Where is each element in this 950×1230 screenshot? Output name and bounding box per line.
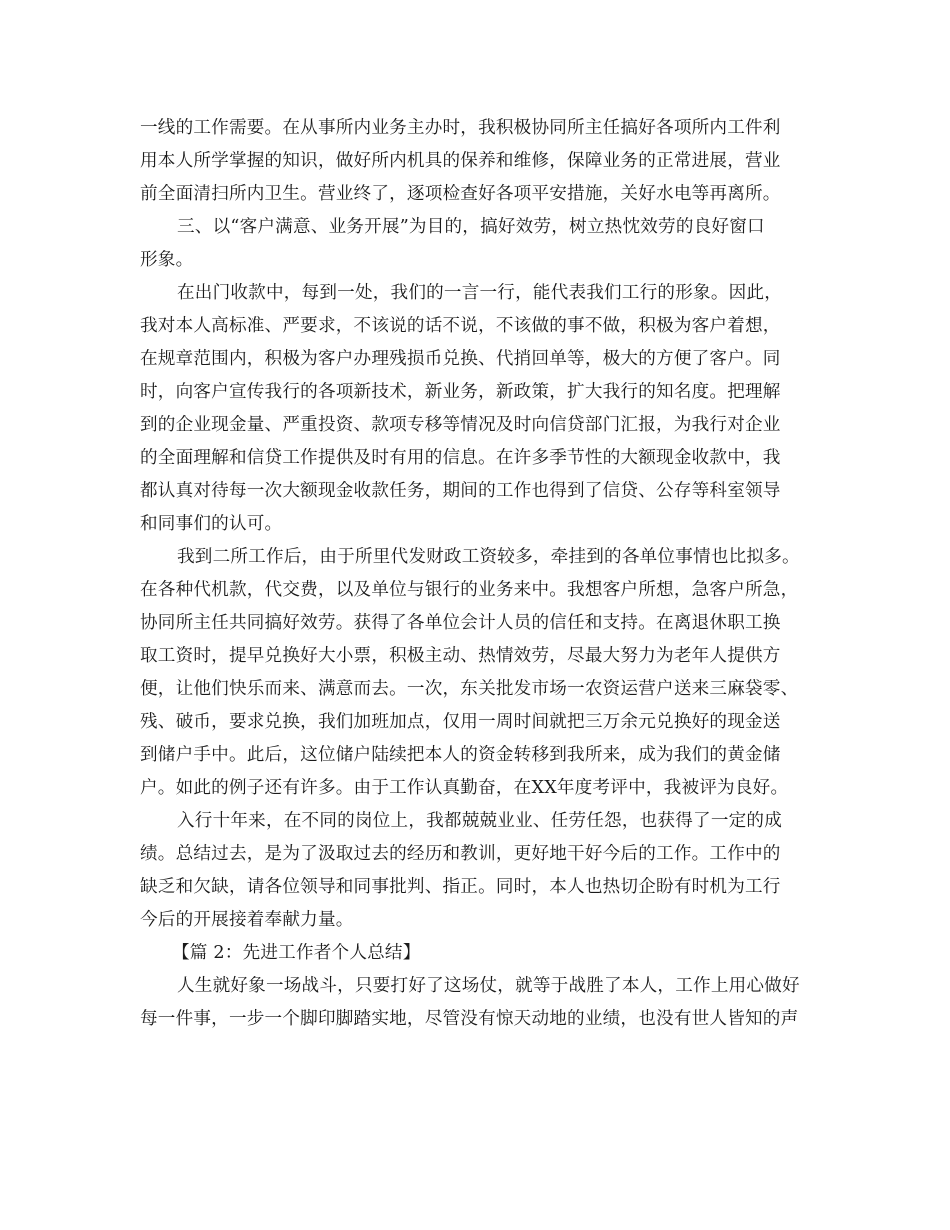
text-line: 三、以“客户满意、业务开展”为目的，搞好效劳，树立热忱效劳的良好窗口 xyxy=(177,217,765,237)
text-line: 到储户手中。此后，这位储户陆续把本人的资金转移到我所来，成为我们的黄金储 xyxy=(140,745,781,765)
text-line: 入行十年来，在不同的岗位上，我都兢兢业业、任劳任怨，也获得了一定的成 xyxy=(177,811,782,831)
text-line: 每一件事，一步一个脚印脚踏实地，尽管没有惊天动地的业绩，也没有世人皆知的声 xyxy=(140,1009,799,1029)
text-line: 在出门收款中，每到一处，我们的一言一行，能代表我们工行的形象。因此， xyxy=(177,283,782,303)
text-line: 用本人所学掌握的知识，做好所内机具的保养和维修，保障业务的正常进展，营业 xyxy=(140,151,781,171)
text-line: 人生就好象一场战斗，只要打好了这场仗，就等于战胜了本人，工作上用心做好 xyxy=(177,976,800,996)
section-heading: 【篇 2：先进工作者个人总结】 xyxy=(172,943,421,963)
text-line: 今后的开展接着奉献力量。 xyxy=(140,910,354,930)
text-line: 时，向客户宣传我行的各项新技术，新业务，新政策，扩大我行的知名度。把理解 xyxy=(140,382,781,402)
text-line: 绩。总结过去，是为了汲取过去的经历和教训，更好地干好今后的工作。工作中的 xyxy=(140,844,781,864)
text-line: 都认真对待每一次大额现金收款任务，期间的工作也得到了信贷、公存等科室领导 xyxy=(140,481,781,501)
text-line: 取工资时，提早兑换好大小票，积极主动、热情效劳，尽最大努力为老年人提供方 xyxy=(140,646,781,666)
text-line: 形象。 xyxy=(140,250,194,270)
text-line: 协同所主任共同搞好效劳。获得了各单位会计人员的信任和支持。在离退休职工换 xyxy=(140,613,781,633)
text-line: 便，让他们快乐而来、满意而去。一次，东关批发市场一农资运营户送来三麻袋零、 xyxy=(140,679,799,699)
text-line: 残、破币，要求兑换，我们加班加点，仅用一周时间就把三万余元兑换好的现金送 xyxy=(140,712,781,732)
text-line: 我对本人高标准、严要求，不该说的话不说，不该做的事不做，积极为客户着想， xyxy=(140,316,781,336)
text-line: 缺乏和欠缺，请各位领导和同事批判、指正。同时，本人也热切企盼有时机为工行 xyxy=(140,877,781,897)
text-line: 我到二所工作后，由于所里代发财政工资较多，牵挂到的各单位事情也比拟多。 xyxy=(177,547,800,567)
text-line: 户。如此的例子还有许多。由于工作认真勤奋，在XX年度考评中，我被评为良好。 xyxy=(140,778,789,798)
text-line: 的全面理解和信贷工作提供及时有用的信息。在许多季节性的大额现金收款中，我 xyxy=(140,448,781,468)
text-line: 和同事们的认可。 xyxy=(140,514,283,534)
text-line: 在规章范围内，积极为客户办理残损币兑换、代捎回单等，极大的方便了客户。同 xyxy=(140,349,781,369)
text-line: 到的企业现金量、严重投资、款项专移等情况及时向信贷部门汇报，为我行对企业 xyxy=(140,415,781,435)
text-line: 在各种代机款，代交费，以及单位与银行的业务来中。我想客户所想，急客户所急， xyxy=(140,580,799,600)
text-line: 前全面清扫所内卫生。营业终了，逐项检查好各项平安措施，关好水电等再离所。 xyxy=(140,184,781,204)
text-line: 一线的工作需要。在从事所内业务主办时，我积极协同所主任搞好各项所内工件利 xyxy=(140,118,781,138)
